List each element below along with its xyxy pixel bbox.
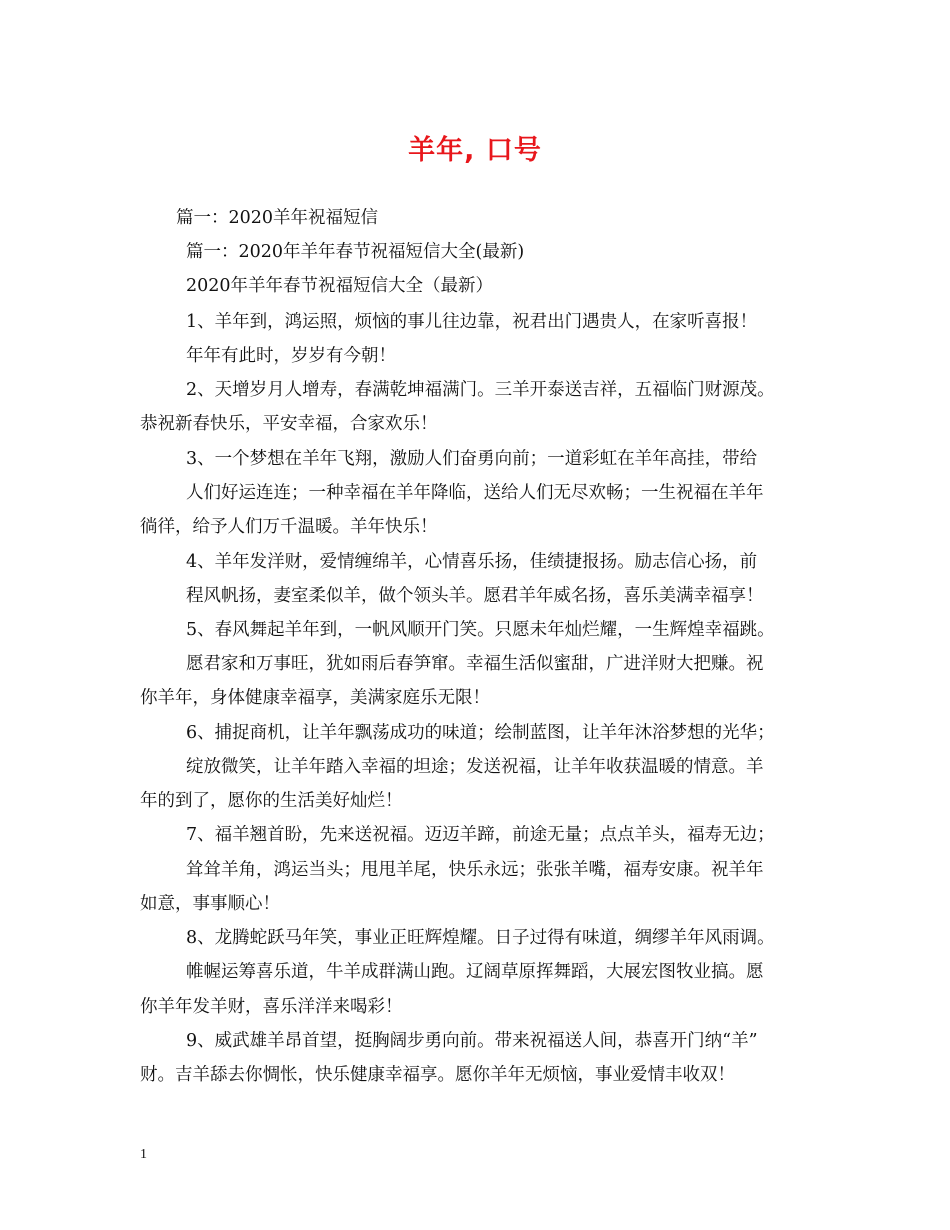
page-title: 羊年, 口号 (408, 135, 542, 166)
paragraph-line: 你羊年，身体健康幸福享，美满家庭乐无限！ (140, 688, 490, 708)
paragraph-line: 帷幄运筹喜乐道，牛羊成群满山跑。辽阔草原挥舞蹈，大展宏图牧业搞。愿 (186, 962, 764, 982)
paragraph-line: 人们好运连连；一种幸福在羊年降临，送给人们无尽欢畅；一生祝福在羊年 (186, 483, 764, 503)
paragraph-line: 1、羊年到，鸿运照，烦恼的事儿往边靠，祝君出门遇贵人，在家听喜报！ (186, 312, 758, 332)
paragraph-line: 6、捕捉商机，让羊年飘荡成功的味道；绘制蓝图，让羊年沐浴梦想的光华； (186, 723, 775, 743)
paragraph-line: 9、威武雄羊昂首望，挺胸阔步勇向前。带来祝福送人间，恭喜开门纳“羊” (186, 1031, 758, 1051)
paragraph-line: 财。吉羊舔去你惆怅，快乐健康幸福享。愿你羊年无烦恼，事业爱情丰收双！ (140, 1065, 735, 1085)
page-number: 1 (140, 1147, 147, 1162)
paragraph-line: 8、龙腾蛇跃马年笑，事业正旺辉煌耀。日子过得有味道，绸缪羊年风雨调。 (186, 928, 775, 948)
paragraph-line: 年的到了，愿你的生活美好灿烂！ (140, 791, 403, 811)
paragraph-line: 愿君家和万事旺，犹如雨后春笋窜。幸福生活似蜜甜，广进洋财大把赚。祝 (186, 654, 764, 674)
heading-line-2: 篇一：2020年羊年春节祝福短信大全(最新) (186, 242, 525, 262)
paragraph-line: 5、春风舞起羊年到，一帆风顺开门笑。只愿未年灿烂耀，一生辉煌幸福跳。 (186, 620, 775, 640)
paragraph-line: 4、羊年发洋财，爱情缠绵羊，心情喜乐扬，佳绩捷报扬。励志信心扬，前 (186, 552, 758, 572)
paragraph-line: 2、天增岁月人增寿，春满乾坤福满门。三羊开泰送吉祥，五福临门财源茂。 (186, 380, 775, 400)
heading-line-3: 2020年羊年春节祝福短信大全（最新） (186, 276, 494, 296)
paragraph-line: 程风帆扬，妻室柔似羊，做个领头羊。愿君羊年威名扬，喜乐美满幸福享！ (186, 586, 764, 606)
paragraph-line: 3、一个梦想在羊年飞翔，激励人们奋勇向前；一道彩虹在羊年高挂，带给 (186, 449, 758, 469)
paragraph-line: 恭祝新春快乐，平安幸福，合家欢乐！ (140, 414, 438, 434)
heading-line-1: 篇一：2020羊年祝福短信 (176, 208, 379, 228)
paragraph-line: 如意，事事顺心！ (140, 894, 280, 914)
paragraph-line: 耸耸羊角，鸿运当头；甩甩羊尾，快乐永远；张张羊嘴，福寿安康。祝羊年 (186, 860, 764, 880)
paragraph-line: 年年有此时，岁岁有今朝！ (186, 346, 396, 366)
paragraph-line: 7、福羊翘首盼，先来送祝福。迈迈羊蹄，前途无量；点点羊头，福寿无边； (186, 825, 775, 845)
paragraph-line: 绽放微笑，让羊年踏入幸福的坦途；发送祝福，让羊年收获温暖的情意。羊 (186, 757, 764, 777)
paragraph-line: 徜徉，给予人们万千温暖。羊年快乐！ (140, 517, 438, 537)
paragraph-line: 你羊年发羊财，喜乐洋洋来喝彩！ (140, 997, 403, 1017)
